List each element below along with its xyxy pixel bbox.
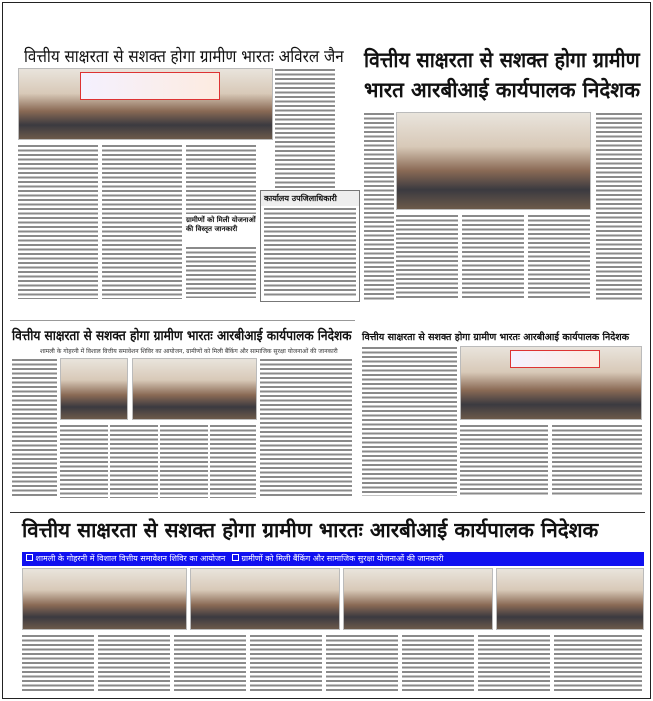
body-text <box>186 246 256 298</box>
body-text <box>528 214 590 300</box>
bullet-icon <box>232 554 239 561</box>
body-text <box>102 144 182 299</box>
body-text <box>186 144 256 214</box>
headline: वित्तीय साक्षरता से सशक्त होगा ग्रामीण भारतः आरबीआई कार्यपालक निदेशक <box>22 518 599 542</box>
clipping-3 <box>10 320 355 505</box>
notice-box <box>260 190 360 302</box>
bullet-icon <box>26 554 33 561</box>
body-text <box>18 144 98 299</box>
body-text <box>460 424 548 496</box>
body-text <box>554 634 642 692</box>
body-text <box>174 634 246 692</box>
body-text <box>22 634 94 692</box>
body-text <box>396 214 458 300</box>
body-text <box>260 358 352 498</box>
clipping-5 <box>10 512 645 697</box>
clipping-1 <box>10 40 350 305</box>
event-photo <box>190 568 340 630</box>
headline: वित्तीय साक्षरता से सशक्त होगा ग्रामीण भारतः अविरल जैन <box>24 47 344 67</box>
bar-item-1: शामली के गोहरनी में विशाल वित्तीय समावेशन शिविर का आयोजन <box>35 554 226 563</box>
divider <box>10 320 355 321</box>
clipping-4 <box>360 330 645 505</box>
photo-banner <box>80 72 220 100</box>
headline: वित्तीय साक्षरता से सशक्त होगा ग्रामीण भारतः आरबीआई कार्यपालक निदेशक <box>362 332 630 343</box>
subhead-bar-content <box>26 552 443 566</box>
photo-banner <box>510 350 600 368</box>
event-photo <box>343 568 493 630</box>
event-photo <box>496 568 644 630</box>
body-text <box>478 634 550 692</box>
body-text <box>210 424 256 498</box>
clipping-2 <box>360 40 645 305</box>
body-text <box>552 424 642 496</box>
body-text <box>402 634 474 692</box>
body-text <box>326 634 398 692</box>
divider <box>10 512 645 513</box>
body-text <box>60 424 108 498</box>
body-text <box>160 424 208 498</box>
body-text <box>364 112 394 300</box>
body-text <box>462 214 524 300</box>
subhead: शामली के गोहरनी में विशाल वित्तीय समावेशन शिविर का आयोजन, ग्रामीणों को मिली बैंकिंग और सामाजिक सुरक्षा योजनाओं की जानकारी <box>40 348 338 355</box>
body-text <box>12 358 57 498</box>
notice-title-text: कार्यालय उपजिलाधिकारी <box>264 194 337 203</box>
event-photo <box>396 112 591 210</box>
body-text <box>362 346 457 496</box>
subhead: ग्रामीणों को मिली योजनाओं की विस्तृत जानकारी <box>186 216 256 233</box>
body-text <box>250 634 322 692</box>
event-photo <box>132 358 257 420</box>
body-text <box>98 634 170 692</box>
headline-line2: भारत आरबीआई कार्यपालक निदेशक <box>364 78 641 102</box>
event-photo <box>60 358 128 420</box>
notice-title <box>261 191 359 206</box>
body-text <box>110 424 158 498</box>
body-text <box>596 112 642 300</box>
notice-text <box>264 207 356 297</box>
headline: वित्तीय साक्षरता से सशक्त होगा ग्रामीण भारतः आरबीआई कार्यपालक निदेशक <box>12 328 352 344</box>
headline-line1: वित्तीय साक्षरता से सशक्त होगा ग्रामीण <box>364 48 640 72</box>
subhead-bar <box>22 552 644 566</box>
bar-item-2: ग्रामीणों को मिली बैंकिंग और सामाजिक सुरक्षा योजनाओं की जानकारी <box>241 554 444 563</box>
event-photo <box>22 568 187 630</box>
